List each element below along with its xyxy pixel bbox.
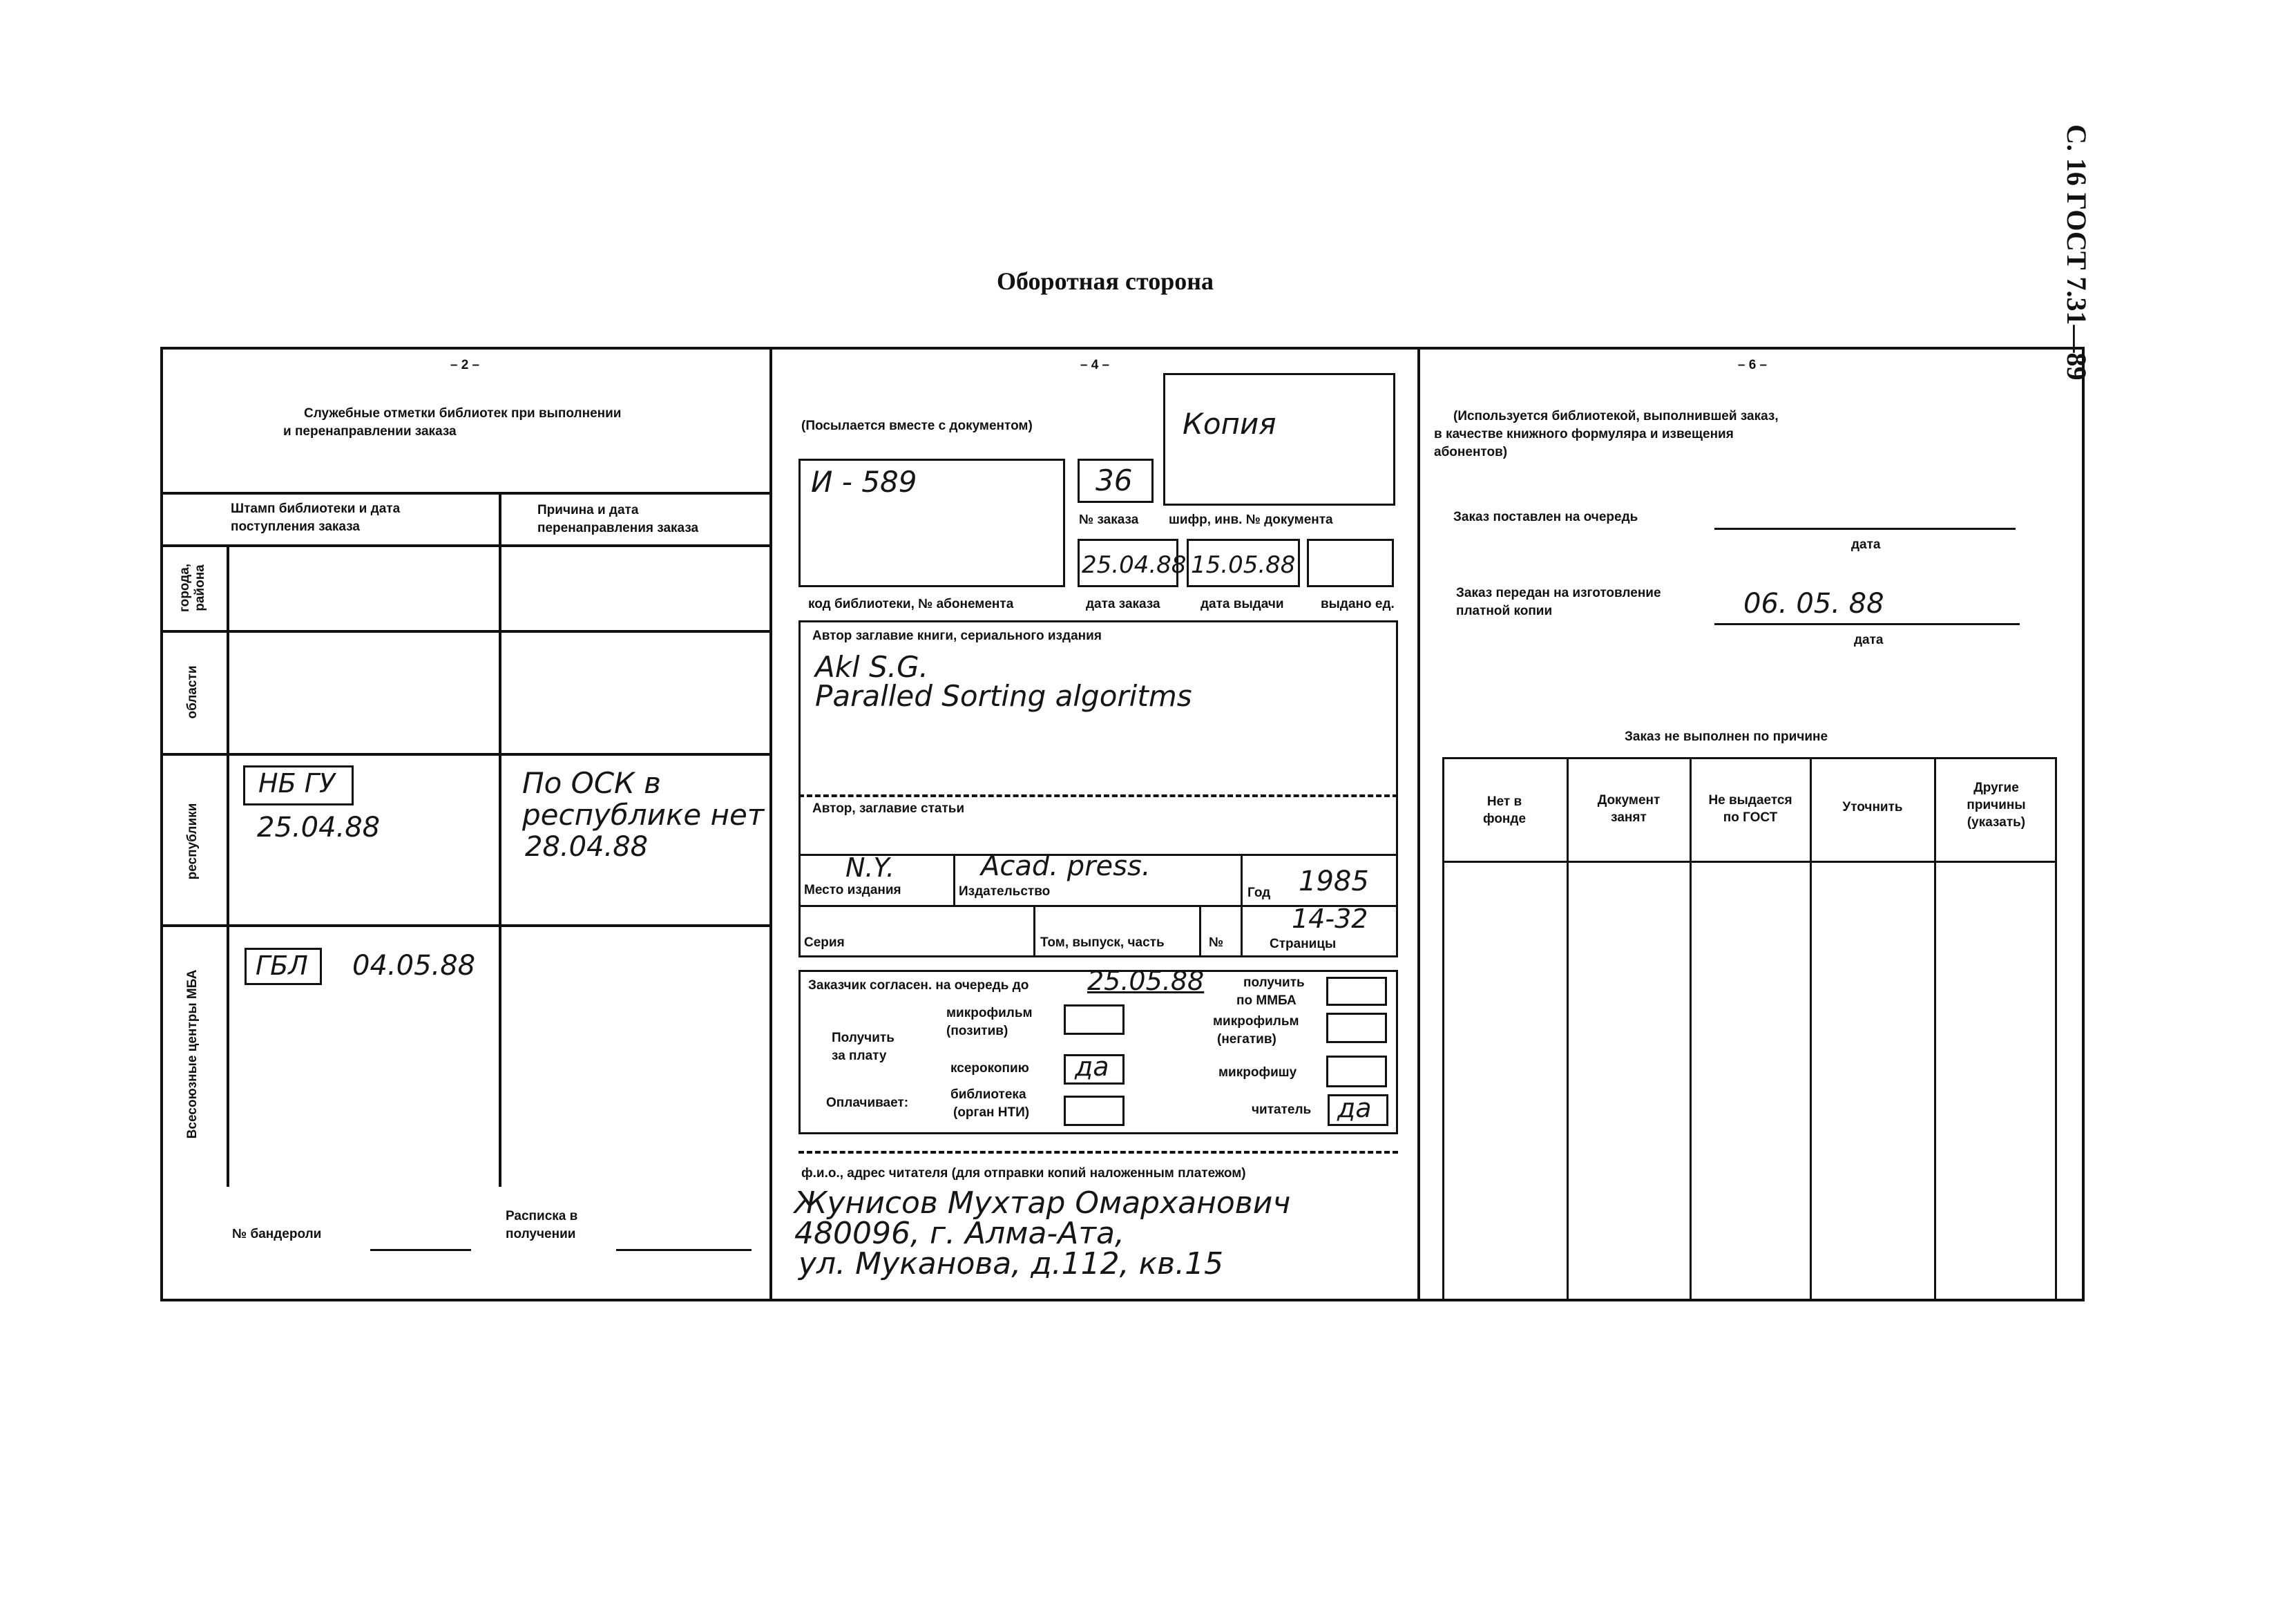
xerox-value: да: [1075, 1051, 1109, 1082]
author-title-label: Автор заглавие книги, сериального издания: [812, 629, 1102, 643]
stamp-date-republic: 25.04.88: [257, 812, 381, 843]
not-fulfilled-label: Заказ не выполнен по причине: [1625, 729, 1828, 744]
pages: 14-32: [1292, 904, 1368, 934]
section-6-number: – 6 –: [1737, 358, 1768, 372]
volume-label: Том, выпуск, часть: [1040, 935, 1165, 950]
microfiche-label: микрофишу: [1218, 1065, 1297, 1080]
xerox-label: ксерокопию: [950, 1061, 1029, 1076]
issue-date: 15.05.88: [1191, 551, 1296, 579]
get-mmba-label-line1: получить: [1243, 975, 1305, 990]
sent-copy-date: 06. 05. 88: [1743, 588, 1884, 620]
order-number: 36: [1096, 464, 1133, 497]
microfilm-neg-label-line2: (негатив): [1217, 1032, 1276, 1047]
section-2-header-line2: и перенаправлении заказа: [283, 424, 457, 439]
reason-col-not-issued-gost: Не выдается по ГОСТ: [1708, 793, 1792, 825]
microfilm-neg-label-line1: микрофильм: [1213, 1014, 1299, 1029]
year: 1985: [1299, 866, 1369, 897]
reason-col-document-busy: Документ занят: [1597, 793, 1661, 825]
get-mmba-label-line2: по ММБА: [1236, 993, 1297, 1008]
reader-name: Жунисов Мухтар Омарханович: [794, 1185, 1291, 1221]
agree-date: 25.05.88: [1087, 966, 1205, 996]
pays-label: Оплачивает:: [826, 1096, 909, 1110]
reason-republic-date: 28.04.88: [525, 831, 649, 863]
fio-label: ф.и.о., адрес читателя (для отправки копий наложенным платежом): [801, 1166, 1246, 1181]
col-reason-line2: перенаправления заказа: [537, 521, 699, 535]
reason-col-not-in-fund: Нет в фонде: [1482, 794, 1527, 826]
book-title: Paralled Sorting algoritms: [815, 679, 1192, 713]
library-nti-checkbox[interactable]: [1064, 1096, 1125, 1126]
year-label: Год: [1247, 886, 1271, 900]
issue-date-label: дата выдачи: [1200, 597, 1284, 611]
cipher-label: шифр, инв. № документа: [1169, 513, 1333, 527]
page-title: Оборотная сторона: [997, 267, 1214, 295]
order-number-label: № заказа: [1079, 513, 1139, 527]
page-label: С. 16 ГОСТ 7.31—89: [2061, 124, 2092, 381]
usage-note-line2: в качестве книжного формуляра и извещения: [1434, 427, 1734, 441]
microfiche-checkbox[interactable]: [1326, 1056, 1387, 1087]
section-4-number: – 4 –: [1080, 358, 1110, 372]
row-label-republic: республики: [185, 803, 200, 880]
publisher-label: Издательство: [959, 884, 1051, 899]
place: N.Y.: [845, 852, 895, 883]
reader-label: читатель: [1252, 1103, 1312, 1117]
reason-republic-line2: республике нет: [522, 798, 765, 832]
reason-col-clarify: Уточнить: [1842, 800, 1903, 814]
queued-date-label: дата: [1851, 537, 1881, 552]
row-label-mba-centers: Всесоюзные центры МБА: [185, 969, 200, 1139]
parcel-label: № бандероли: [232, 1227, 322, 1241]
reason-republic-line1: По ОСК в: [522, 766, 661, 800]
library-nti-label-line1: библиотека: [950, 1087, 1026, 1102]
copy-label: Копия: [1183, 407, 1276, 441]
usage-note-line1: (Используется библиотекой, выполнившей заказ,: [1453, 409, 1779, 423]
microfilm-pos-label-line2: (позитив): [946, 1024, 1008, 1038]
reader-value: да: [1337, 1093, 1372, 1123]
issued-box: [1307, 539, 1394, 587]
pages-label: Страницы: [1270, 937, 1337, 951]
section-2-number: – 2 –: [450, 358, 480, 372]
sent-copy-label-line1: Заказ передан на изготовление: [1456, 586, 1661, 600]
agree-label: Заказчик согласен. на очередь до: [808, 978, 1029, 993]
receipt-label-line2: получении: [506, 1227, 576, 1241]
microfilm-neg-checkbox[interactable]: [1326, 1013, 1387, 1043]
get-paid-label-line1: Получить: [832, 1031, 895, 1045]
row-label-region: области: [185, 665, 200, 719]
sent-copy-label-line2: платной копии: [1456, 604, 1553, 618]
section-2-header-line1: Служебные отметки библиотек при выполнении: [304, 406, 622, 421]
microfilm-pos-label-line1: микрофильм: [946, 1006, 1033, 1020]
sent-copy-date-label: дата: [1854, 633, 1884, 647]
stamp-nb-gu-text: НБ ГУ: [258, 768, 336, 799]
reason-col-other: Другие причины (указать): [1967, 781, 2026, 830]
library-code-label: код библиотеки, № абонемента: [808, 597, 1014, 611]
queued-label: Заказ поставлен на очередь: [1453, 510, 1638, 524]
stamp-gbl-text: ГБЛ: [256, 951, 308, 981]
reasons-table: [1442, 757, 2057, 1301]
no-label: №: [1209, 935, 1224, 950]
reader-address-line1: 480096, г. Алма-Ата,: [794, 1216, 1125, 1251]
sent-with-note: (Посылается вместе с документом): [801, 419, 1033, 433]
library-nti-label-line2: (орган НТИ): [953, 1105, 1030, 1120]
col-reason-line1: Причина и дата: [537, 503, 639, 517]
library-code: И - 589: [811, 465, 917, 499]
place-label: Место издания: [804, 883, 901, 897]
reader-address-line2: ул. Муканова, д.112, кв.15: [798, 1246, 1224, 1281]
receipt-label-line1: Расписка в: [506, 1209, 578, 1223]
author: Akl S.G.: [815, 650, 928, 684]
usage-note-line3: абонентов): [1434, 445, 1508, 459]
microfilm-pos-checkbox[interactable]: [1064, 1004, 1125, 1035]
row-label-city: города, района: [178, 563, 207, 613]
get-paid-label-line2: за плату: [832, 1049, 887, 1063]
stamp-date-mba: 04.05.88: [352, 950, 476, 982]
article-label: Автор, заглавие статьи: [812, 801, 965, 816]
publisher: Acad. press.: [981, 850, 1151, 882]
issued-label: выдано ед.: [1321, 597, 1395, 611]
order-date: 25.04.88: [1082, 551, 1187, 579]
col-stamp-line2: поступления заказа: [231, 519, 360, 534]
order-date-label: дата заказа: [1086, 597, 1160, 611]
col-stamp-line1: Штамп библиотеки и дата: [231, 502, 401, 516]
get-mmba-checkbox[interactable]: [1326, 977, 1387, 1006]
series-label: Серия: [804, 935, 845, 950]
